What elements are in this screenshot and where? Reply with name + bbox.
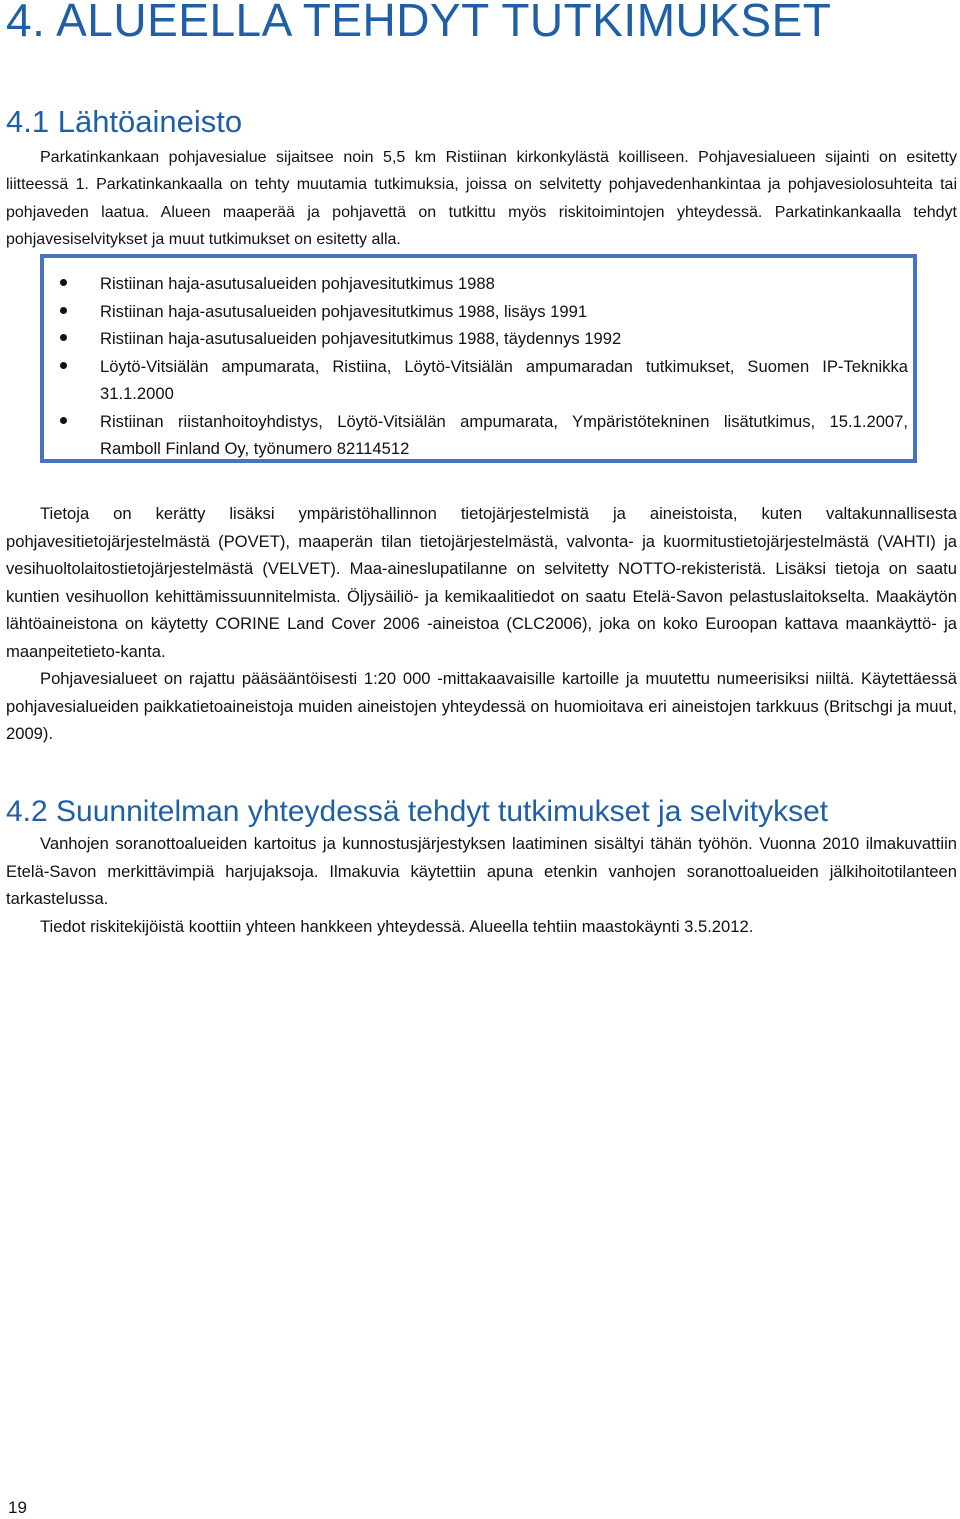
section-heading-4-2: 4.2 Suunnitelman yhteydessä tehdyt tutkimukset ja selvitykset: [6, 795, 829, 828]
list-item: [100, 408, 908, 463]
study-text: Löytö-Vitsiälän ampumarata, Ristiina, Löytö-Vitsiälän ampumaradan tutkimukset, Suomen IP-Teknikka 31.1.2000: [100, 356, 908, 403]
bullet-icon: [60, 417, 67, 424]
section-heading-4-1: 4.1 Lähtöaineisto: [6, 104, 243, 139]
study-text: Ristiinan haja-asutusalueiden pohjavesitutkimus 1988: [100, 274, 495, 293]
bullet-icon: [60, 307, 67, 314]
accuracy-paragraph: Pohjavesialueet on rajattu pääsääntöisesti 1:20 000 -mittakaavaisille kartoille ja muutettu numeerisiksi niiltä. Käytettäessä pohjavesialueiden paikkatietoaineistoja muiden aineistojen yhteydessä on huomioitava eri aineistojen tarkkuus (Britschgi ja muut, 2009).: [6, 669, 957, 743]
risk-factors-paragraph: Tiedot riskitekijöistä koottiin yhteen hankkeen yhteydessä. Alueella tehtiin maastokäynti 3.5.2012.: [40, 916, 754, 936]
list-item: [100, 325, 908, 353]
section-4-1-body: [6, 500, 957, 748]
section-4-2-body: [6, 830, 957, 940]
gravel-areas-paragraph: Vanhojen soranottoalueiden kartoitus ja kunnostusjärjestyksen laatiminen sisältyi tähän työhön. Vuonna 2010 ilmakuvattiin Etelä-Savon merkittävimpiä harjujaksoja. Ilmakuvia käytettiin apuna etenkin vanhojen soranottoalueiden jälkihoitotilanteen tarkastelussa.: [6, 834, 957, 908]
section-4-1-intro: [6, 144, 957, 253]
list-item: [100, 353, 908, 408]
study-text: Ristiinan riistanhoitoyhdistys, Löytö-Vitsiälän ampumarata, Ympäristötekninen lisätutkimus, 15.1.2007, Ramboll Finland Oy, työnumero 82114512: [100, 411, 908, 458]
studies-list: [100, 270, 908, 463]
list-item: [100, 298, 908, 326]
bullet-icon: [60, 362, 67, 369]
bullet-icon: [60, 334, 67, 341]
chapter-title: 4. ALUEELLA TEHDYT TUTKIMUKSET: [6, 0, 832, 46]
study-text: Ristiinan haja-asutusalueiden pohjavesitutkimus 1988, lisäys 1991: [100, 301, 588, 321]
intro-paragraph: Parkatinkankaan pohjavesialue sijaitsee noin 5,5 km Ristiinan kirkonkylästä koilliseen. Pohjavesialueen sijainti on esitetty liitteessä 1. Parkatinkankaalla on tehty muutamia tutkimuksia, joissa on selvitetty pohjavedenhankintaa ja pohjavesiolosuhteita tai pohjaveden laatua. Alueen maaperää ja pohjavettä on tutkittu myös riskitoimintojen yhteydessä. Parkatinkankaalla tehdyt pohjavesiselvitykset ja muut tutkimukset on esitetty alla.: [6, 149, 957, 248]
bullet-icon: [60, 279, 67, 286]
list-item: [100, 270, 908, 298]
study-text: Ristiinan haja-asutusalueiden pohjavesitutkimus 1988, täydennys 1992: [100, 329, 622, 348]
sources-paragraph: Tietoja on kerätty lisäksi ympäristöhallinnon tietojärjestelmistä ja aineistoista, kuten valtakunnallisesta pohjavesitietojärjestelmästä (POVET), maaperän tilan tietojärjestelmästä, valvonta- ja kuormitustietojärjestelmästä (VAHTI) ja vesihuoltolaitostietojärjestelmästä (VELVET). Maa-aineslupatilanne on selvitetty NOTTO-rekisteristä. Lisäksi tietoja on saatu kuntien vesihuollon kehittämissuunnitelmista. Öljysäiliö- ja kemikaalitiedot on saatu Etelä-Savon pelastuslaitokselta. Maakäytön lähtöaineistona on käytetty CORINE Land Cover 2006 -aineistoa (CLC2006), joka on koko Euroopan kattava maankäyttö- ja maanpeitetieto-kanta.: [6, 504, 957, 661]
page-number: 19: [8, 1498, 27, 1517]
studies-box: [40, 254, 917, 463]
